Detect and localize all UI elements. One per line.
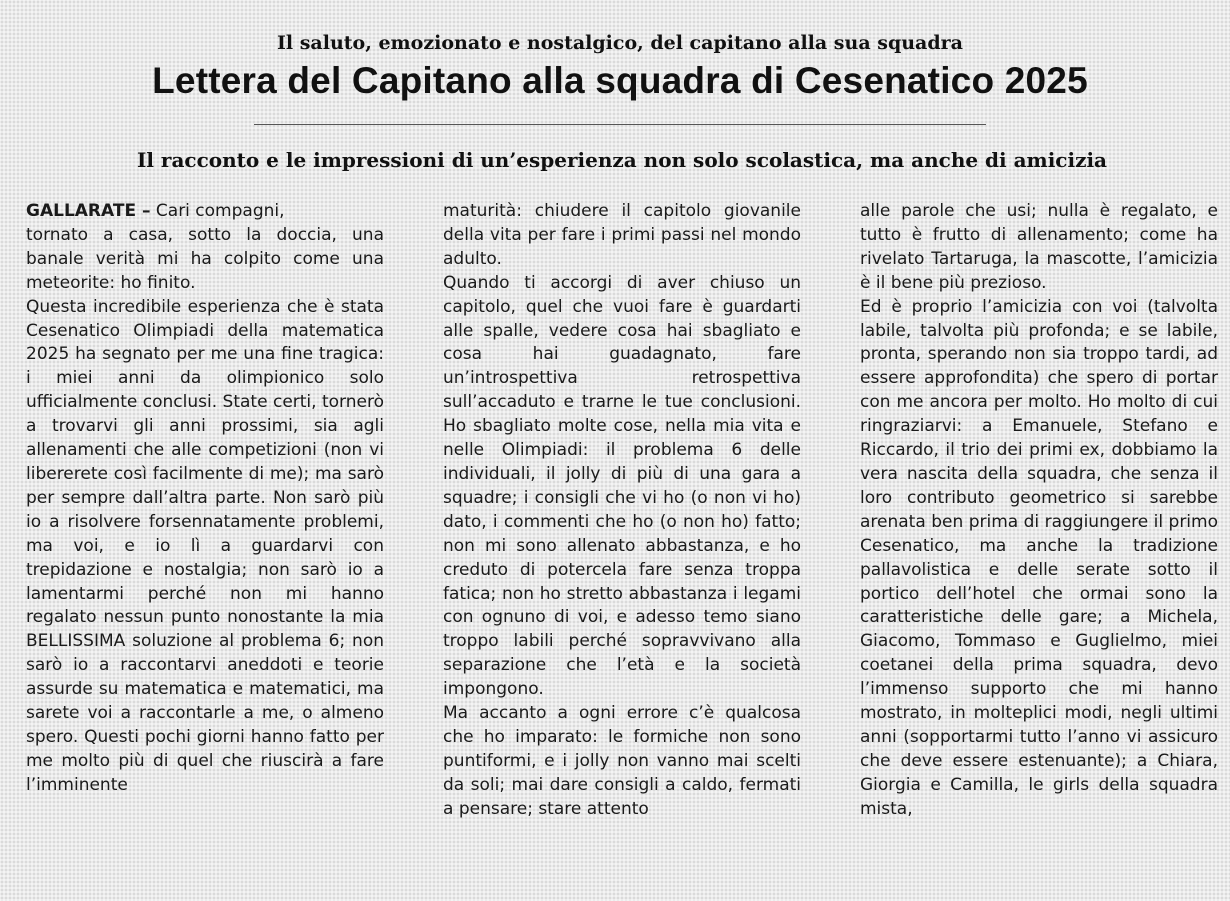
salutation: Cari compagni, — [155, 201, 285, 221]
title-divider — [254, 124, 986, 125]
paragraph: maturità: chiudere il capitolo giovanile della vita per fare i primi passi nel mondo adulto. — [443, 201, 801, 269]
article-kicker: Il saluto, emozionato e nostalgico, del capitano alla sua squadra — [277, 32, 963, 54]
paragraph: Quando ti accorgi di aver chiuso un capitolo, quel che vuoi fare è guardarti alle spalle, vedere cosa hai sbagliato e cosa hai guadagnato, fare un’introspettiva retrospettiva sull’accaduto e trarne le tue conclusioni. Ho sbagliato molte cose, nella mia vita e nelle Olimpiadi: il problema 6 delle individuali, il jolly di più di una gara a squadre; i consigli che vi ho (o non vi ho) dato, i commenti che ho (o non ho) fatto; non mi sono allenato abbastanza, e ho creduto di potercela fare senza troppa fatica; non ho stretto abbastanza i legami con ognuno di voi, e adesso temo siano troppo labili perché sopravvivano alla separazione che l’età e la società impongono. — [443, 272, 801, 700]
paragraph: tornato a casa, sotto la doccia, una banale verità mi ha colpito come una meteorite: ho finito. — [26, 224, 384, 293]
dateline: GALLARATE – — [26, 201, 151, 221]
paragraph: Ma accanto a ogni errore c’è qualcosa che ho imparato: le formiche non sono puntiformi, e i jolly non vanno mai scelti da soli; mai dare consigli a caldo, fermati a pensare; stare attento — [443, 703, 801, 819]
paragraph: Ed è proprio l’amicizia con voi (talvolta labile, talvolta più profonda; e se labile, pronta, sperando non sia troppo tardi, ad essere approfondita) che spero di portar con me ancora per molto. Ho molto di cui ringraziarvi: a Emanuele, Stefano e Riccardo, il trio dei primi ex, dobbiamo la vera nascita della squadra, che senza il loro contributo geometrico si sarebbe arenata ben prima di raggiungere il primo Cesenatico, ma anche la tradizione pallavolistica e delle serate sotto il portico dell’hotel che ormai sono la caratteristiche delle gare; a Michela, Giacomo, Tommaso e Guglielmo, miei coetanei della prima squadra, devo l’immenso supporto che mi hanno mostrato, in molteplici modi, negli ultimi anni (sopportarmi tutto l’anno vi assicuro che deve essere estenuante); a Chiara, Giorgia e Camilla, le girls della squadra mista, — [860, 296, 1218, 819]
text-column-1 — [26, 200, 384, 798]
paragraph — [26, 200, 384, 224]
text-column-3 — [860, 200, 1218, 822]
paragraph: alle parole che usi; nulla è regalato, e tutto è frutto di allenamento; come ha rivelato Tartaruga, la mascotte, l’amicizia è il bene più prezioso. — [860, 201, 1218, 293]
text-column-2 — [443, 200, 801, 822]
paragraph: Questa incredibile esperienza che è stata Cesenatico Olimpiadi della matematica 2025 ha segnato per me una fine tragica: i miei anni da olimpionico solo ufficialmente conclusi. State certi, tornerò a trovarvi gli anni prossimi, sia agli allenamenti che alle competizioni (non vi libererete così facilmente di me); ma sarò per sempre dall’altra parte. Non sarò più io a risolvere forsennatamente problemi, ma voi, e io lì a guardarvi con trepidazione e nostalgia; non sarò io a lamentarmi perché non mi hanno regalato nessun punto nonostante la mia BELLISSIMA soluzione al problema 6; non sarò io a raccontarvi aneddoti e teorie assurde su matematica e matematici, ma sarete voi a raccontarle a me, o almeno spero. Questi pochi giorni hanno fatto per me molto più di quel che riuscirà a fare l’imminente — [26, 296, 384, 795]
article-subtitle: Il racconto e le impressioni di un’esperienza non solo scolastica, ma anche di amicizia — [136, 148, 1107, 172]
article-title: Lettera del Capitano alla squadra di Cesenatico 2025 — [152, 60, 1088, 101]
